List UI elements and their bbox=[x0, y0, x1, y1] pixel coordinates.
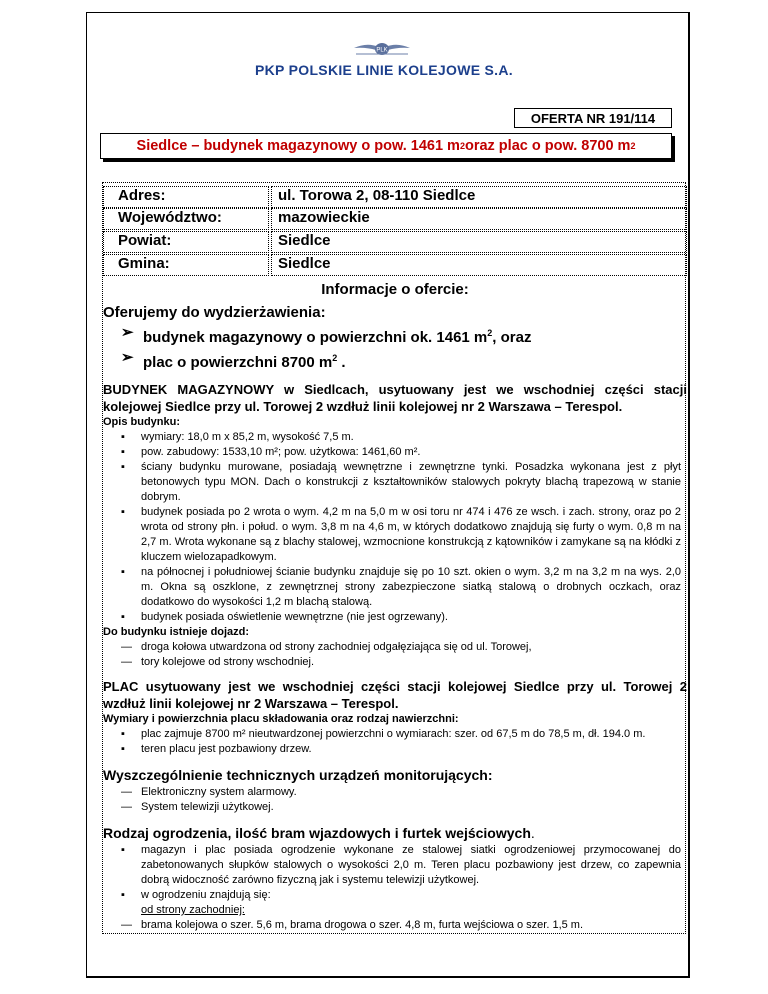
label-address: Adres: bbox=[103, 186, 269, 208]
plk-logo bbox=[352, 40, 412, 60]
building-bullet: ▪ na północnej i południowej ścianie budynku znajduje się po 10 szt. okien o wym. 3,2 m na 3,2 m na wys. 2,0 m. Okna są oszklone, z zewnętrznej strony zabezpieczone siatką stalową o drobnych oczkach, oraz dodatkowo do wysokości 1,2 m blachą stalową. bbox=[141, 565, 687, 610]
monitoring-item: — System telewizji użytkowej. bbox=[141, 800, 687, 815]
monitoring-item: — Elektroniczny system alarmowy. bbox=[141, 785, 687, 800]
fencing-west-label: od strony zachodniej: bbox=[141, 904, 245, 916]
company-name: PKP POLSKIE LINIE KOLEJOWE S.A. bbox=[255, 62, 513, 78]
title-part-1: Siedlce – budynek magazynowy o pow. 1461 m bbox=[136, 138, 460, 154]
monitoring-heading: Wyszczególnienie technicznych urządzeń monitorujących: bbox=[103, 767, 493, 783]
fencing-west-item: — brama kolejowa o szer. 5,6 m, brama drogowa o szer. 4,8 m, furta wejściowa o szer. 1,5 m. bbox=[141, 918, 687, 933]
building-intro: BUDYNEK MAGAZYNOWY w Siedlcach, usytuowany jest we wschodniej części stacji kolejowej Siedlce przy ul. Torowej 2 wzdłuż linii kolejowej nr 2 Warszawa – Terespol. bbox=[103, 382, 687, 414]
building-bullet: ▪ wymiary: 18,0 m x 85,2 m, wysokość 7,5 m. bbox=[141, 430, 687, 445]
building-desc-heading: Opis budynku: bbox=[103, 416, 180, 428]
title-sup-1: 2 bbox=[459, 141, 465, 151]
monitoring-list bbox=[103, 785, 687, 815]
fencing-bullet: ▪ magazyn i plac posiada ogrodzenie wykonane ze stalowej siatki ogrodzeniowej przymocowanej do zabetonowanych słupków stalowych o wysokości 2,0 m. Teren placu pozbawiony jest drzew, co zapewnia dobrą widoczność zarówno fizyczną jak i systemu telewizji użytkowej. bbox=[141, 843, 687, 888]
fencing-west-list bbox=[103, 918, 687, 933]
offer-details-table bbox=[102, 182, 686, 934]
access-heading: Do budynku istnieje dojazd: bbox=[103, 626, 250, 638]
fencing-bullets bbox=[103, 843, 687, 903]
building-bullets bbox=[103, 430, 687, 625]
access-item: — tory kolejowe od strony wschodniej. bbox=[141, 655, 687, 670]
label-commune: Gmina: bbox=[103, 254, 269, 276]
value-county: Siedlce bbox=[271, 231, 687, 253]
yard-bullet: ▪ plac zajmuje 8700 m² nieutwardzonej powierzchni o wymiarach: szer. od 67,5 m do 78,5 m, dł. 194.0 m. bbox=[141, 727, 687, 742]
title-sup-2: 2 bbox=[630, 141, 636, 151]
offer-number: OFERTA NR 191/114 bbox=[514, 108, 672, 128]
building-bullet: ▪ budynek posiada oświetlenie wewnętrzne (nie jest ogrzewany). bbox=[141, 610, 687, 625]
offer-heading: Oferujemy do wydzierżawienia: bbox=[103, 304, 326, 321]
value-commune: Siedlce bbox=[271, 254, 687, 276]
logo-text: PLK bbox=[376, 47, 388, 54]
access-list bbox=[103, 640, 687, 670]
info-heading: Informacje o ofercie: bbox=[321, 281, 469, 298]
yard-heading: Wymiary i powierzchnia placu składowania oraz rodzaj nawierzchni: bbox=[103, 713, 459, 725]
offer-list bbox=[103, 323, 687, 373]
building-bullet: ▪ pow. zabudowy: 1533,10 m²; pow. użytkowa: 1461,60 m². bbox=[141, 445, 687, 460]
offer-item-building: ➢ budynek magazynowy o powierzchni ok. 1461 $m^2$, oraz bbox=[121, 323, 687, 348]
fencing-bullet: ▪ w ogrodzeniu znajdują się: bbox=[141, 888, 687, 903]
value-voivodeship: mazowieckie bbox=[271, 208, 687, 230]
access-item: — droga kołowa utwardzona od strony zachodniej odgałęziająca się od ul. Torowej, bbox=[141, 640, 687, 655]
yard-bullet: ▪ teren placu jest pozbawiony drzew. bbox=[141, 742, 687, 757]
yard-intro: PLAC usytuowany jest we wschodniej części stacji kolejowej Siedlce przy ul. Torowej 2 wzdłuż linii kolejowej nr 2 Warszawa – Terespol. bbox=[103, 679, 687, 711]
offer-body bbox=[103, 303, 687, 933]
title-part-2: oraz plac o pow. 8700 m bbox=[464, 138, 631, 154]
building-bullet: ▪ ściany budynku murowane, posiadają wewnętrzne i zewnętrzne tynki. Posadzka wykonana jest z płyt betonowych typu MON. Dach o konstrukcji z kształtowników stalowych pokryty blachą trapezową w stanie dobrym. bbox=[141, 460, 687, 505]
building-bullet: ▪ budynek posiada po 2 wrota o wym. 4,2 m na 5,0 m w osi toru nr 474 i 476 ze wsch. i zach. strony, oraz po 2 wrota od strony płn. i połud. o wym. 3,8 m na 4,6 m, w których dodatkowo znajdują się furty o wym. 0,8 m na 2,7 m. Wrota wykonane są z blachy stalowej, wzmocnione konstrukcją z kątowników i zamykane są na kłódki z kluczem wielozapadkowym. bbox=[141, 505, 687, 565]
label-voivodeship: Województwo: bbox=[103, 208, 269, 230]
value-address: ul. Torowa 2, 08-110 Siedlce bbox=[271, 186, 687, 208]
fencing-heading: Rodzaj ogrodzenia, ilość bram wjazdowych i furtek wejściowych. bbox=[103, 825, 535, 841]
label-county: Powiat: bbox=[103, 231, 269, 253]
offer-title bbox=[100, 133, 672, 159]
offer-item-yard: ➢ plac o powierzchni 8700 $m^2$ . bbox=[121, 348, 687, 373]
yard-bullets bbox=[103, 727, 687, 757]
